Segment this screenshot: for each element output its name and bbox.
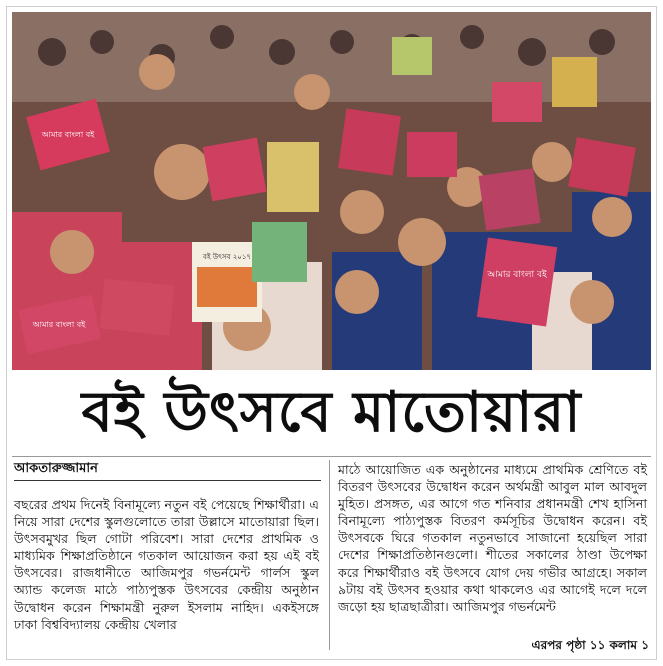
headline: বই উৎসবে মাতোয়ারা [81, 380, 582, 445]
book-label-3: আমার বাংলা বই [32, 320, 86, 329]
column-divider [329, 460, 330, 650]
article-column-2 [338, 461, 647, 615]
byline: আকতারুজ্জামান [14, 458, 321, 481]
book-label-2: আমার বাংলা বই [41, 130, 95, 139]
photo-illustration [12, 12, 651, 370]
continuation-note: এরপর পৃষ্ঠা ১১ কলাম ১ [531, 638, 649, 652]
book-cover-title: বই উৎসব ২০১৭ [203, 253, 251, 261]
book-label-1: আমার বাংলা বই [487, 270, 547, 280]
article-column-2-text: মাঠে আয়োজিত এক অনুষ্ঠানের মাধ্যমে প্রাথমিক শ্রেণিতে বই বিতরণ উৎসবের উদ্বোধন করেন অর্থমন্ত্রী আবুল মাল আবদুল মুহিত। প্রসঙ্গত, এর আগে গত শনিবার প্রধানমন্ত্রী শেখ হাসিনা বিনামূল্যে পাঠ্যপুস্তক বিতরণ কর্মসূচির উদ্বোধন করেন। বই উৎসবকে ঘিরে গতকাল নতুনভাবে সাজানো হয়েছিল সারা দেশের শিক্ষাপ্রতিষ্ঠানগুলো। শীতের সকালের ঠাণ্ডা উপেক্ষা করে শিক্ষার্থীরাও বই উৎসবে যোগ দেয় গভীর আগ্রহে। সকাল ৯টায় বই উৎসব হওয়ার কথা থাকলেও এর আগেই দলে দলে জড়ো হয় ছাত্রছাত্রীরা। আজিমপুর গভর্নমেন্ট [338, 462, 647, 614]
headline-rule [12, 456, 651, 457]
news-photo [12, 12, 651, 370]
article-column-1: বছরের প্রথম দিনেই বিনামূল্যে নতুন বই পেয়েছে শিক্ষার্থীরা। এ নিয়ে সারা দেশের স্কুলগুলোতে তারা উল্লাসে মাতোয়ারা ছিল। উৎসবমুখর ছিল গোটা পরিবেশ। সারা দেশের প্রাথমিক ও মাধ্যমিক শিক্ষাপ্রতিষ্ঠানে গতকাল আয়োজন করা হয় এই বই উৎসবের। রাজধানীতে আজিমপুর গভর্নমেন্ট গার্লস স্কুল অ্যান্ড কলেজ মাঠে পাঠ্যপুস্তক উৎসবের কেন্দ্রীয় অনুষ্ঠান উদ্বোধন করেন শিক্ষামন্ত্রী নুরুল ইসলাম নাহিদ। একইসঙ্গে ঢাকা বিশ্ববিদ্যালয় কেন্দ্রীয় খেলার [14, 497, 319, 632]
